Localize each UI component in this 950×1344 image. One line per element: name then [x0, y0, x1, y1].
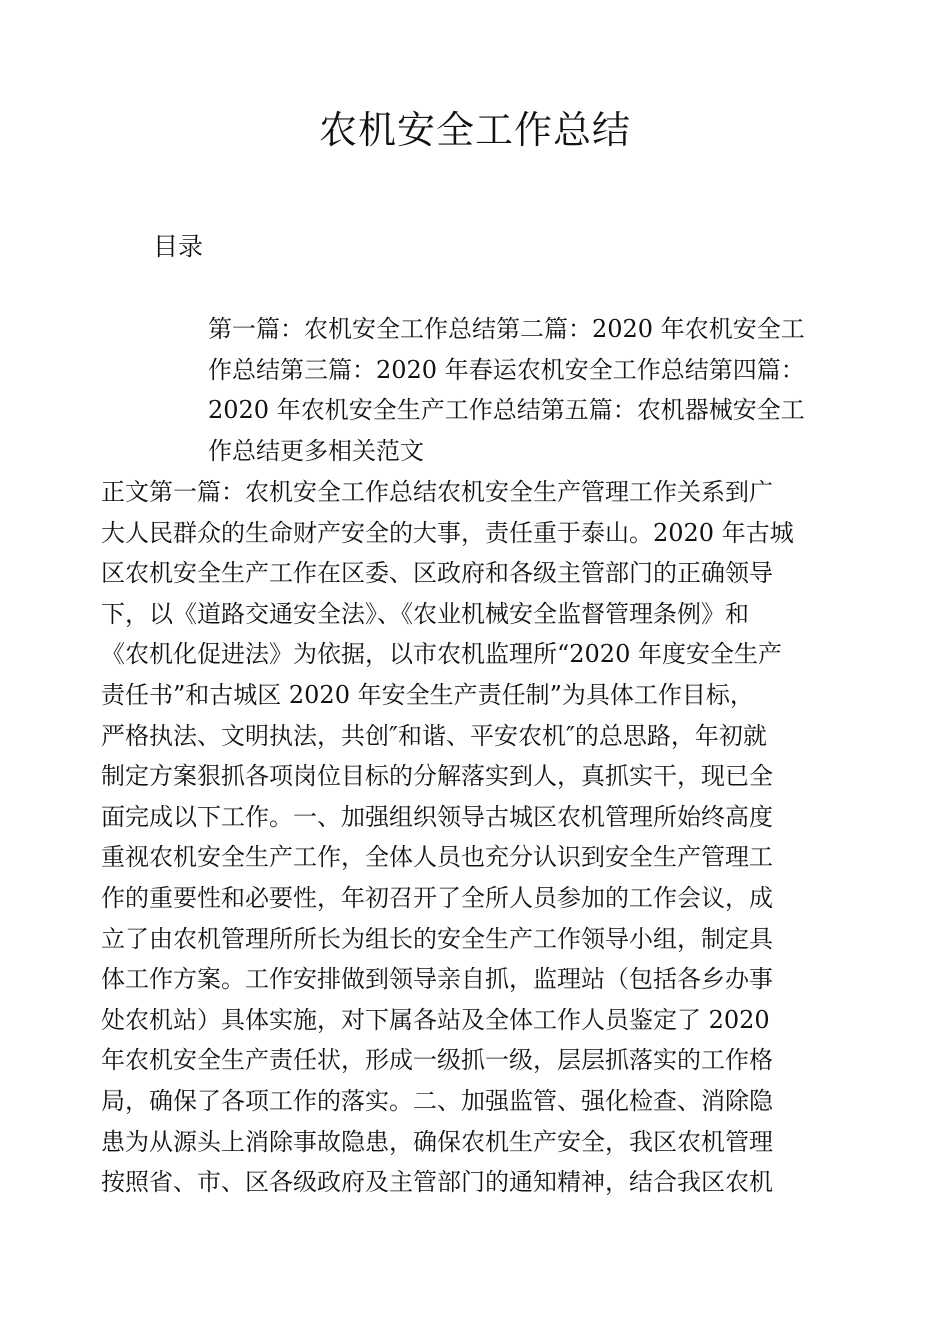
body-line: 处农机站）具体实施，对下属各站及全体工作人员鉴定了 2020: [101, 1005, 770, 1034]
toc-line: 第一篇：农机安全工作总结第二篇：2020 年农机安全工: [208, 315, 805, 343]
body-line: 大人民群众的生命财产安全的大事，责任重于泰山。2020 年古城: [101, 518, 794, 547]
toc-heading: 目录: [153, 232, 204, 261]
body-line: 重视农机安全生产工作，全体人员也充分认识到安全生产管理工: [101, 843, 773, 872]
body-paragraph: [101, 472, 871, 1203]
body-line: 责任书”和古城区 2020 年安全生产责任制”为具体工作目标，: [101, 680, 754, 709]
body-line: 体工作方案。工作安排做到领导亲自抓，监理站（包括各乡办事: [101, 965, 773, 994]
body-line: 区农机安全生产工作在区委、区政府和各级主管部门的正确领导: [101, 559, 773, 588]
body-line: 按照省、市、区各级政府及主管部门的通知精神，结合我区农机: [101, 1168, 773, 1197]
body-line: 局，确保了各项工作的落实。二、加强监管、强化检查、消除隐: [101, 1086, 773, 1115]
toc-line: 作总结更多相关范文: [208, 436, 424, 465]
body-line: 面完成以下工作。一、加强组织领导古城区农机管理所始终高度: [101, 802, 773, 831]
body-line: 严格执法、文明执法，共创″和谐、平安农机″的总思路，年初就: [101, 721, 767, 750]
body-line: 立了由农机管理所所长为组长的安全生产工作领导小组，制定具: [101, 924, 773, 953]
body-line: 患为从源头上消除事故隐患，确保农机生产安全，我区农机管理: [101, 1127, 773, 1156]
toc-list: [208, 309, 868, 471]
body-line: 下，以《道路交通安全法》、《农业机械安全监督管理条例》和: [101, 599, 749, 628]
body-line: 正文第一篇：农机安全工作总结农机安全生产管理工作关系到广: [101, 478, 773, 506]
toc-line: 作总结第三篇：2020 年春运农机安全工作总结第四篇：: [208, 355, 805, 384]
document-title: 农机安全工作总结: [318, 108, 631, 152]
body-line: 作的重要性和必要性，年初召开了全所人员参加的工作会议，成: [101, 883, 773, 912]
body-line: 《农机化促进法》为依据，以市农机监理所“2020 年度安全生产: [101, 640, 782, 669]
toc-line: 2020 年农机安全生产工作总结第五篇：农机器械安全工: [208, 396, 805, 424]
body-line: 制定方案狠抓各项岗位目标的分解落实到人，真抓实干，现已全: [101, 762, 773, 791]
body-line: 年农机安全生产责任状，形成一级抓一级，层层抓落实的工作格: [101, 1046, 773, 1075]
